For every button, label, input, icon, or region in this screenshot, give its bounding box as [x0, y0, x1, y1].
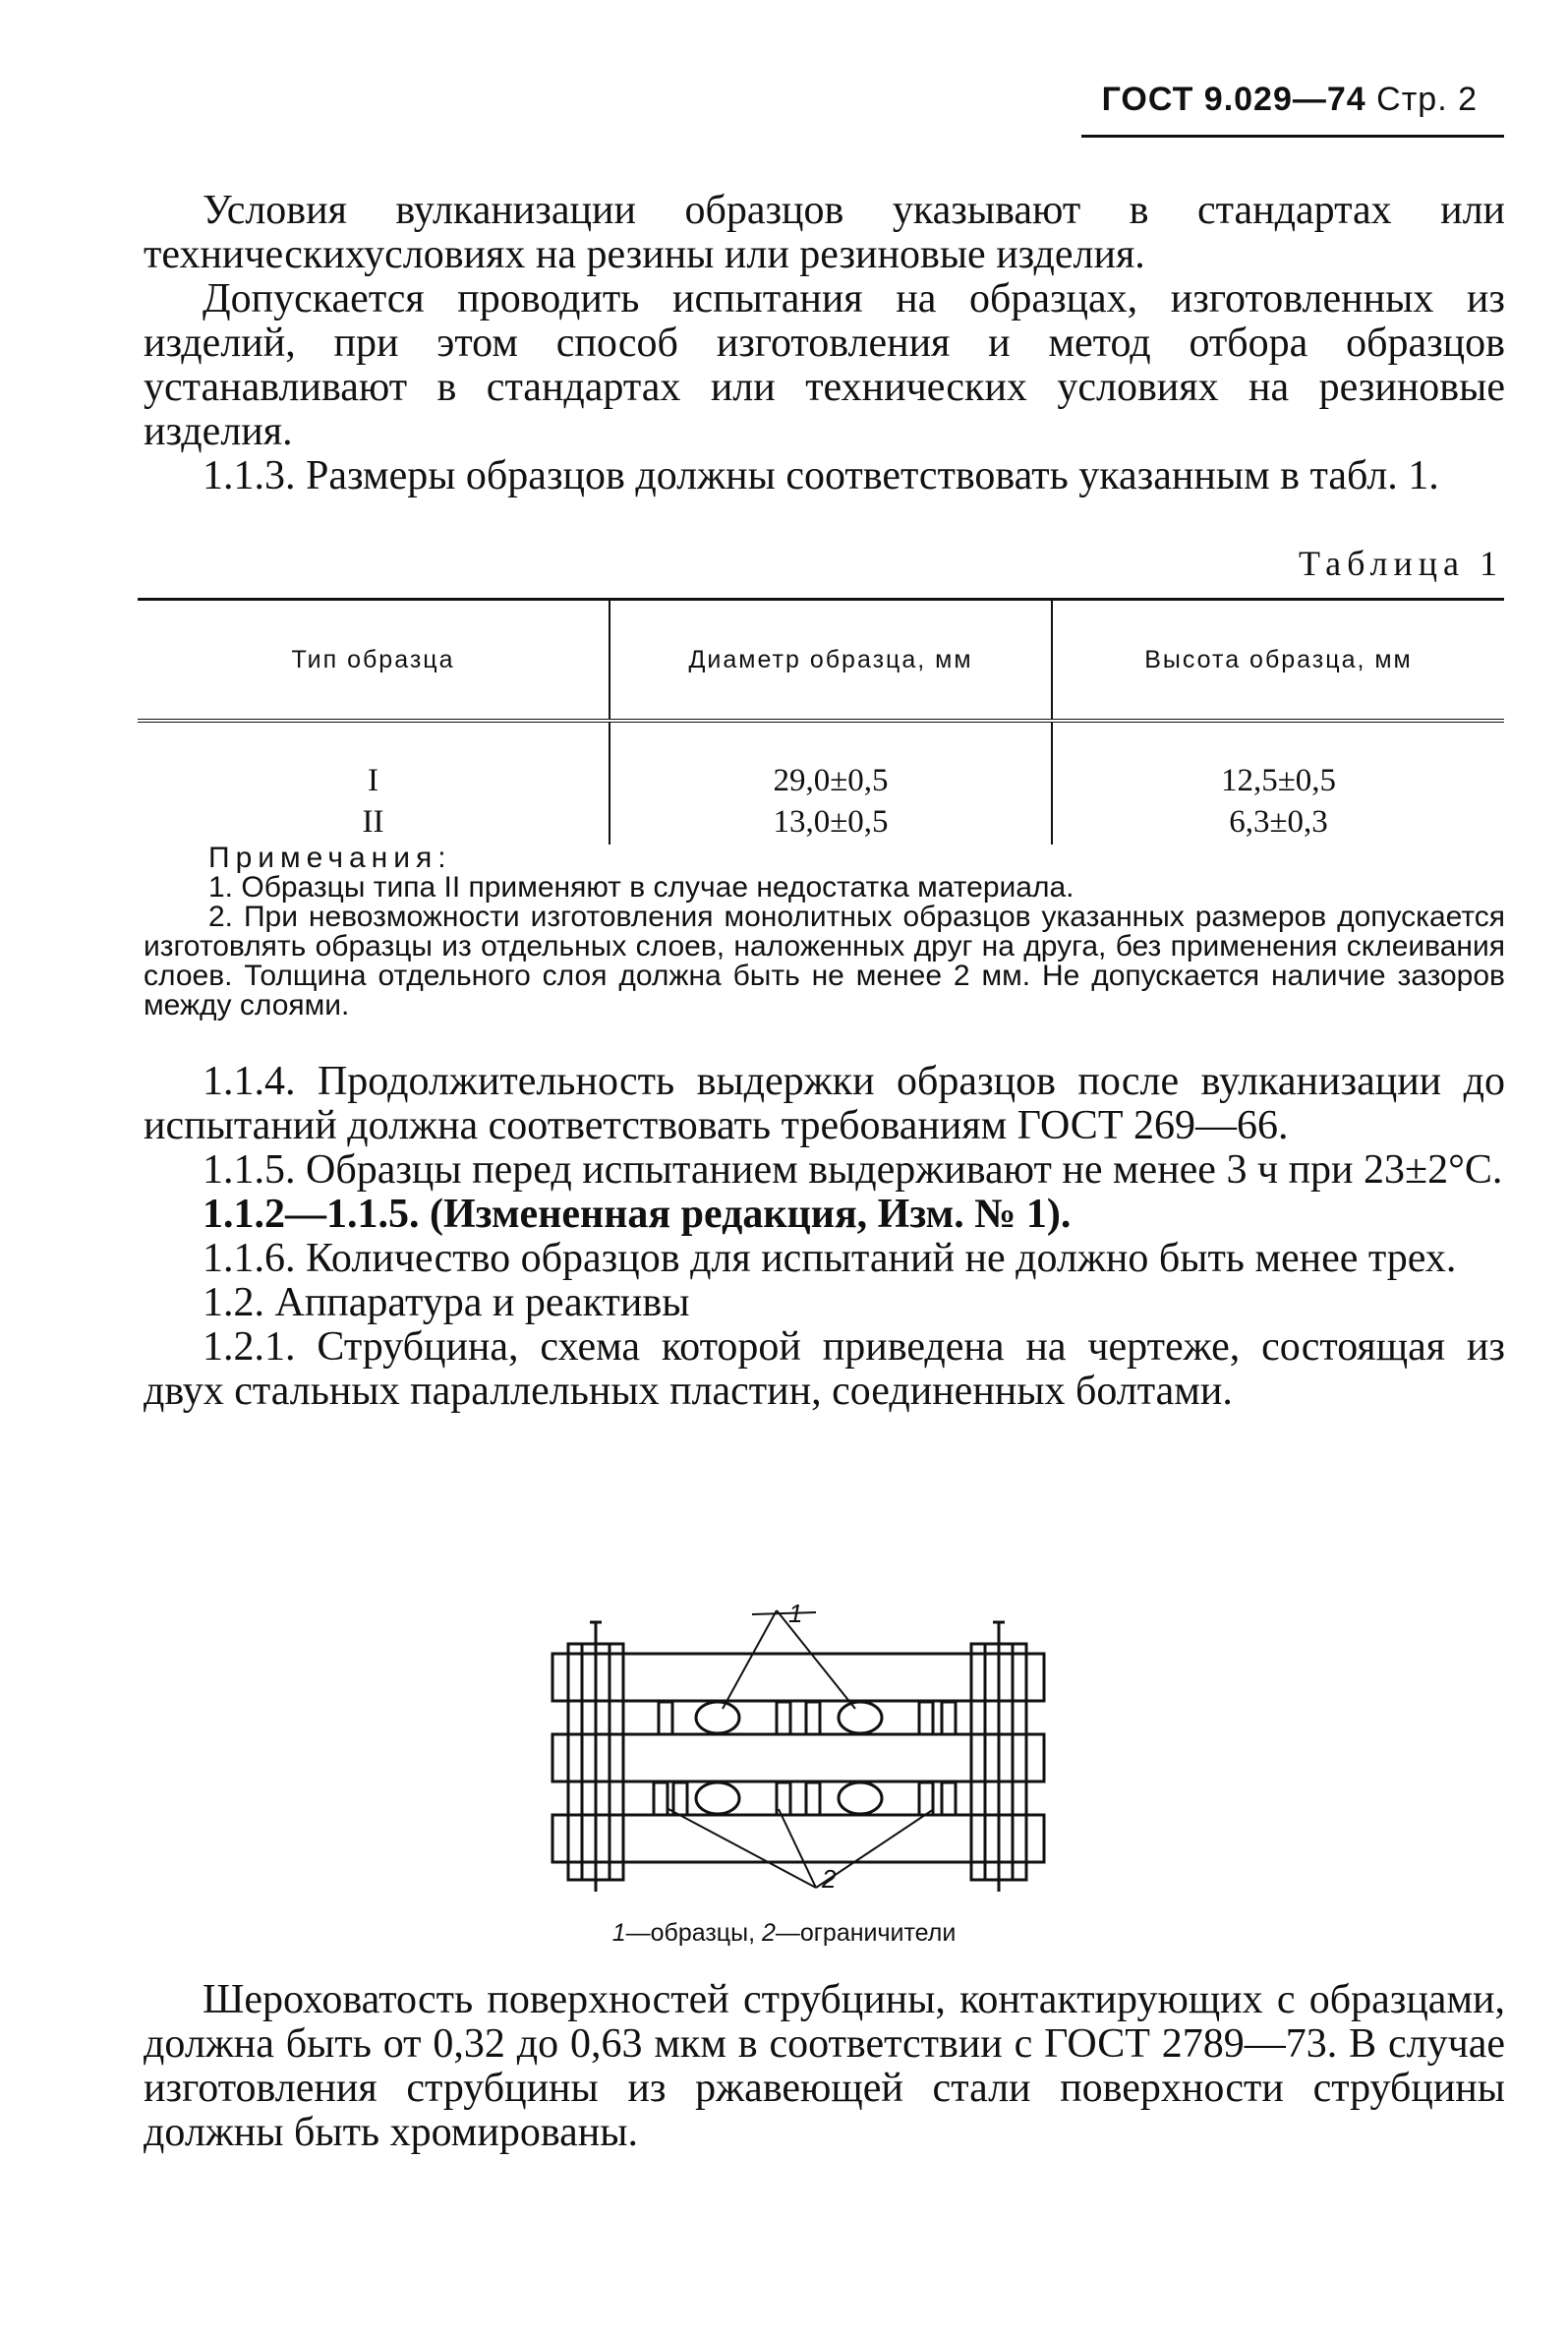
cell-type: I [368, 763, 378, 798]
paragraph-product-samples: Допускается проводить испытания на образцах, изготовленных из изделий, при этом способ изготовления и метод отбора образцов устанавливают в стандартах или технических условиях на резиновые изделия. [144, 276, 1505, 454]
paragraph-vulcanization: Условия вулканизации образцов указывают в стандартах или техническихусловиях на резины или резиновые изделия. [144, 188, 1505, 277]
header-height: Высота образца, мм [1052, 600, 1504, 722]
label-2: 2 [822, 1864, 837, 1894]
caption-num-2: 2 [762, 1919, 776, 1947]
page-header [1102, 81, 1478, 119]
figure-caption [0, 1919, 1568, 1948]
paragraph-roughness: Шероховатость поверхностей струбцины, контактирующих с образцами, должна быть от 0,32 до 0,63 мкм в соответствии с ГОСТ 2789—73. В случае изготовления струбцины из ржавеющей стали поверхности струбцины должны быть хромированы. [144, 1977, 1505, 2155]
table-row [138, 721, 1504, 803]
sample-dimensions-table [138, 598, 1504, 845]
cell-diameter: 29,0±0,5 [610, 721, 1052, 803]
caption-num-1: 1 [611, 1919, 626, 1947]
bottom-text [144, 1978, 1505, 2155]
cell-height: 6,3±0,3 [1052, 803, 1504, 845]
table-notes [144, 844, 1505, 1021]
label-1: 1 [788, 1599, 803, 1628]
upper-specimens [659, 1702, 956, 1734]
cell-type: II [362, 804, 384, 840]
right-bolt [971, 1622, 1026, 1892]
clamp-diagram [531, 1593, 1062, 1917]
paragraph-1-1-6: 1.1.6. Количество образцов для испытаний не должно быть менее трех. [203, 1236, 1457, 1281]
notes-heading: Примечания: [208, 842, 452, 874]
paragraph-1-1-4: 1.1.4. Продолжительность выдержки образцов после вулканизации до испытаний должна соответствовать требованиям ГОСТ 269—66. [144, 1059, 1505, 1148]
paragraph-1-1-5: 1.1.5. Образцы перед испытанием выдерживают не менее 3 ч при 23±2°С. [203, 1147, 1503, 1193]
cell-diameter: 13,0±0,5 [610, 803, 1052, 845]
note-item: 1. Образцы типа II применяют в случае недостатка материала. [208, 871, 1074, 904]
paragraph-1-1-3: 1.1.3. Размеры образцов должны соответствовать указанным в табл. 1. [203, 453, 1439, 498]
leader-lines [668, 1610, 934, 1888]
caption-text-2: —ограничители [775, 1919, 957, 1947]
standard-number: ГОСТ 9.029—74 [1101, 81, 1366, 118]
page-number: Стр. 2 [1376, 81, 1478, 118]
lower-specimens [654, 1782, 956, 1815]
paragraph-1-2-1: 1.2.1. Струбцина, схема которой приведена на чертеже, состоящая из двух стальных параллельных пластин, соединенных болтами. [144, 1324, 1505, 1414]
table-header-row [138, 600, 1504, 722]
intro-text [144, 189, 1505, 498]
caption-text-1: —образцы, [625, 1919, 756, 1947]
table-row [138, 803, 1504, 845]
amendment-note: 1.1.2—1.1.5. (Измененная редакция, Изм. № 1). [203, 1192, 1072, 1237]
header-rule [1081, 135, 1504, 138]
left-bolt [568, 1622, 623, 1892]
header-diameter: Диаметр образца, мм [610, 600, 1052, 722]
note-item: 2. При невозможности изготовления монолитных образцов указанных размеров допускается изготовлять образцы из отдельных слоев, наложенных друг на друга, без применения склеивания слоев. Толщина отдельного слоя должна быть не менее 2 мм. Не допускается наличие зазоров между слоями. [144, 901, 1505, 1022]
header-sample-type: Тип образца [138, 600, 610, 722]
middle-text [144, 1060, 1505, 1414]
cell-height: 12,5±0,5 [1052, 721, 1504, 803]
table-caption: Таблица 1 [1299, 544, 1503, 583]
section-1-2-heading: 1.2. Аппаратура и реактивы [203, 1280, 690, 1325]
